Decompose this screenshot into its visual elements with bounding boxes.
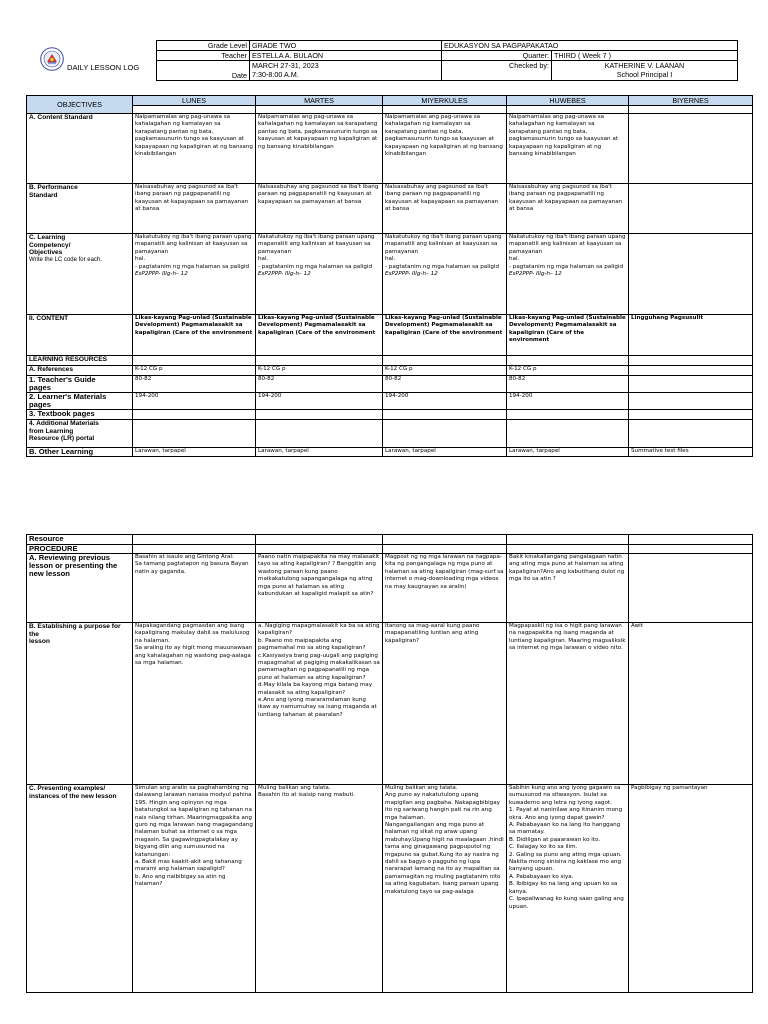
row-label-text: A. References bbox=[29, 366, 73, 373]
row-label-text: 1. Teacher's Guide pages bbox=[29, 375, 96, 392]
row-label bbox=[27, 315, 133, 356]
cell-lunes: Likas-kayang Pag-unlad (Sustainable Development) Pagmamalasakit sa kapaligiran (Care of the environment bbox=[133, 315, 256, 356]
cell-huwebes: K-12 CG p bbox=[507, 366, 629, 376]
cell-biyernes bbox=[629, 535, 753, 545]
row-label bbox=[27, 420, 133, 448]
objectives-row bbox=[27, 234, 753, 315]
cell-huwebes: Nakatutukoy ng iba't ibang paraan upang mapanatili ang kalinisan at kaayusan sa pamayanan hal. - pagtatanim ng mga halaman sa paligid EsP2PPP- IIIg-h– 12 bbox=[507, 234, 629, 315]
cell-martes: Muling balikan ang talata. Basahin ito at isaisip nang mabuti. bbox=[256, 785, 383, 993]
cell-biyernes bbox=[629, 420, 753, 448]
cell-huwebes bbox=[507, 535, 629, 545]
document-title: DAILY LESSON LOG bbox=[67, 63, 140, 72]
row-label-text: A. Content Standard bbox=[29, 114, 93, 121]
checked-by-value: KATHERINE V. LAANAN School Principal I bbox=[552, 61, 738, 81]
cell-biyernes bbox=[629, 554, 753, 623]
objectives-row bbox=[27, 114, 753, 184]
cell-biyernes: Pagbibigay ng pamantayan bbox=[629, 785, 753, 993]
cell-martes bbox=[256, 410, 383, 420]
cell-huwebes: Magpapaskil ng isa o higit pang larawan na nagpapakita ng isang maganda at luntiang kapaligiran. Maaring magsaliksik sa internet ng mga larawan o video nito. bbox=[507, 623, 629, 785]
row-label-text: C. Presenting examples/ instances of the new lesson bbox=[29, 785, 117, 800]
cell-martes: 194-200 bbox=[256, 393, 383, 410]
cell-miyerkules: Nakatutukoy ng iba't ibang paraan upang mapanatili ang kalinisan at kaayusan sa pamayanan hal. - pagtatanim ng mga halaman sa paligid EsP2PPP- IIIg-h– 12 bbox=[383, 234, 507, 315]
row-label-text: B. Other Learning bbox=[29, 447, 94, 456]
day-header-biyernes: BIYERNES bbox=[629, 96, 753, 106]
row-label-text: PROCEDURE bbox=[29, 544, 78, 553]
row-label-text: 3. Textbook pages bbox=[29, 409, 95, 418]
cell-huwebes: 80-82 bbox=[507, 376, 629, 393]
date-value: MARCH 27-31, 2023 7:30-8:00 A.M. bbox=[250, 61, 442, 81]
row-label-text: 2. Learner's Materials pages bbox=[29, 392, 107, 409]
cell-biyernes bbox=[629, 356, 753, 366]
day-header-huwebes: HUWEBES bbox=[507, 96, 629, 106]
cell-huwebes bbox=[507, 420, 629, 448]
procedure-row bbox=[27, 554, 753, 623]
cell-lunes: K-12 CG p bbox=[133, 366, 256, 376]
procedure-row bbox=[27, 623, 753, 785]
objectives-row bbox=[27, 393, 753, 410]
cell-huwebes: Larawan, tarpapel bbox=[507, 448, 629, 457]
cell-miyerkules: 194-200 bbox=[383, 393, 507, 410]
cell-martes: Naipamamalas ang pag-unawa sa kahalagahan ng kamalayan sa karapatang pantao ng bata, pagkamasunurin tungo sa kaayusan at kapayapaan ng kapaligiran at ng bansang kinabibilangan bbox=[256, 114, 383, 184]
row-label-text: C. Learning Competency/ Objectives bbox=[29, 234, 71, 257]
row-label bbox=[27, 234, 133, 315]
cell-lunes: Simulan ang aralin sa paghahambing ng dalawang larawan nanasa modyul pahina 195. Hingin ang opinyon ng mga batatungkol sa kapaligiran ng tahanan na nais nilang tirhan. Maaringmagpakita ang guro ng mga larawan nang magagandang halaman buhat sa internet o sa mga magasin. Sa gagawingpagtalakay ay bigyang diin ang sumusunod na katanungan: a. Bakit mas kaakit-akit ang tahanang marami ang halaman sapaligid? b. Ano ang naibibigay sa atin ng halaman? bbox=[133, 785, 256, 993]
row-sublabel: Write the LC code for each. bbox=[29, 256, 102, 263]
cell-martes: 80-82 bbox=[256, 376, 383, 393]
objectives-heading: OBJECTIVES bbox=[27, 96, 133, 114]
objectives-row bbox=[27, 448, 753, 457]
row-label bbox=[27, 554, 133, 623]
objectives-row bbox=[27, 366, 753, 376]
cell-miyerkules bbox=[383, 535, 507, 545]
deped-seal-logo bbox=[40, 47, 64, 71]
cell-lunes: Naisasabuhay ang pagsunod sa iba't ibang paraan ng pagpapanatili ng kaayusan at kapayapaan sa pamayanan at bansa bbox=[133, 184, 256, 234]
teacher-label: Teacher bbox=[157, 51, 250, 61]
cell-miyerkules: Magpost ng ng mga larawan na nagpapa-kita ng pangangalaga ng mga puno at halaman sa ating kapaligiran (mag-surf sa internet o mag-downloading mga videos na may kaugnayan sa aralin) bbox=[383, 554, 507, 623]
cell-huwebes bbox=[507, 545, 629, 554]
cell-huwebes bbox=[507, 410, 629, 420]
row-label bbox=[27, 356, 133, 366]
cell-martes bbox=[256, 420, 383, 448]
teacher-value: ESTELLA A. BULAON bbox=[250, 51, 442, 61]
cell-martes bbox=[256, 356, 383, 366]
cell-martes: Nakatutukoy ng iba't ibang paraan upang mapanatili ang kalinisan at kaayusan sa pamayanan hal. - pagtatanim ng mga halaman sa paligid EsP2PPP- IIIg-h– 12 bbox=[256, 234, 383, 315]
checked-by-label: Checked by: bbox=[442, 61, 552, 81]
cell-miyerkules: Muling balikan ang talata. Ang puno ay nakatutulong upang mapigilan ang pagbaha. Nakapagbibigay ito ng sariwang hangin pati na rin ang mga halaman. Nangangailangan ang mga puno at halaman ng sikat ng araw upang mabuhay.Upang higit na maalagaan ,hindi tama ang ginagawang pagpuputol ng mgapuno sa gubat.Kung ito ay nasira ng dahil sa bagyo o pagguho ng lupa nararapat lamang na ito ay mapalitan sa pamamagitan ng muling pagtatanim nito sa ating kagubatan. Isang paraan upang makatulong tayo sa pag-aalaga bbox=[383, 785, 507, 993]
cell-huwebes bbox=[507, 356, 629, 366]
cell-biyernes bbox=[629, 366, 753, 376]
cell-lunes: Larawan, tarpapel bbox=[133, 448, 256, 457]
cell-lunes bbox=[133, 545, 256, 554]
cell-biyernes: Summative test files bbox=[629, 448, 753, 457]
procedure-row bbox=[27, 535, 753, 545]
cell-biyernes bbox=[629, 234, 753, 315]
cell-martes: K-12 CG p bbox=[256, 366, 383, 376]
cell-miyerkules bbox=[383, 410, 507, 420]
cell-lunes bbox=[133, 535, 256, 545]
cell-miyerkules bbox=[383, 356, 507, 366]
cell-biyernes bbox=[629, 376, 753, 393]
row-label-text: LEARNING RESOURCES bbox=[29, 356, 108, 363]
row-label bbox=[27, 393, 133, 410]
cell-lunes: 194-200 bbox=[133, 393, 256, 410]
objectives-row bbox=[27, 420, 753, 448]
cell-biyernes: Lingguhang Pagsusulit bbox=[629, 315, 753, 356]
grade-level-value: GRADE TWO bbox=[250, 41, 442, 51]
objectives-row bbox=[27, 315, 753, 356]
cell-biyernes bbox=[629, 410, 753, 420]
cell-miyerkules: Likas-kayang Pag-unlad (Sustainable Development) Pagmamalasakit sa kapaligiran (Care of the environment bbox=[383, 315, 507, 356]
row-label-text: B. Establishing a purpose for the lesson bbox=[29, 623, 121, 646]
row-label bbox=[27, 114, 133, 184]
procedure-row bbox=[27, 545, 753, 554]
cell-miyerkules: Naisasabuhay ang pagsunod sa iba't ibang paraan ng pagpapanatili ng kaayusan at kapayapaan sa pamayanan at bansa bbox=[383, 184, 507, 234]
row-label bbox=[27, 448, 133, 457]
objectives-row bbox=[27, 376, 753, 393]
row-label bbox=[27, 410, 133, 420]
row-label bbox=[27, 376, 133, 393]
cell-miyerkules: Naipamamalas ang pag-unawa sa kahalagahan ng kamalayan sa karapatang pantao ng bata, pagkamasunurin tungo sa kaayusan at kapayapaan ng kapaligiran at ng bansang kinabibilangan bbox=[383, 114, 507, 184]
cell-huwebes: Naipamamalas ang pag-unawa sa kahalagahan ng kamalayan sa karapatang pantao ng bata, pagkamasunurin tungo sa kaayusan at kapayapaan ng kapaligiran at ng bansang kinabibilangan bbox=[507, 114, 629, 184]
day-header-martes: MARTES bbox=[256, 96, 383, 106]
cell-huwebes: Naisasabuhay ang pagsunod sa iba't ibang paraan ng pagpapanatili ng kaayusan at kapayapaan sa pamayanan at bansa bbox=[507, 184, 629, 234]
row-label bbox=[27, 785, 133, 993]
cell-lunes: 80-82 bbox=[133, 376, 256, 393]
cell-huwebes: Sabihin kung ano ang iyong gagawin sa sumusunod na sitwasyon. Isulat sa kuwaderno ang letra ng iyong sagot. 1. Payat at naninilaw ang itinanim mong okra. Ano ang iyong dapat gawin? A. Pababayaan ko na lang ito hanggang sa mamatay. B. Didiligan at paaarawan ko ito. C. Ilalagay ko ito sa ilim. 2. Galing sa puno ang ating mga upuan. Nakita mong sinisira ng kaklase mo ang kanyang upuan. A. Pababayaan ko siya. B. Ibibigay ko na lang ang upuan ko sa kanya. C. Ipapaliwanag ko kung saan galing ang upuan. bbox=[507, 785, 629, 993]
cell-miyerkules: Larawan, tarpapel bbox=[383, 448, 507, 457]
objectives-row bbox=[27, 184, 753, 234]
cell-lunes: Basahin at isaulo ang Gintong Aral: Sa tamang pagtatapon ng basura Bayan natin ay gaganda. bbox=[133, 554, 256, 623]
cell-lunes bbox=[133, 410, 256, 420]
procedure-row bbox=[27, 785, 753, 993]
cell-miyerkules: 80-82 bbox=[383, 376, 507, 393]
cell-biyernes bbox=[629, 393, 753, 410]
cell-martes: Larawan, tarpapel bbox=[256, 448, 383, 457]
objectives-row bbox=[27, 410, 753, 420]
cell-martes: a. Nagiging mapagmalasakit ka ba sa ating kapaligiran? b. Paano mo maipapakita ang pagmamahal mo sa ating kapaligiran? c.Kasiyasiya bang pag-uugali ang pagiging mapagmahal at pagiging makakalikasan sa pamamagitan ng pagpapanatili ng mga puno at halaman sa ating kapaligiran? d.May kilala ba kayong mga batang may malasakit sa ating kapaligiran? e.Ano ang iyong mararamdaman kung ikaw ay namumuhay sa isang maganda at luntiang tahanan at paaralan? bbox=[256, 623, 383, 785]
cell-miyerkules: K-12 CG p bbox=[383, 366, 507, 376]
cell-lunes bbox=[133, 356, 256, 366]
row-label-text: Resource bbox=[29, 534, 64, 543]
subject-title: EDUKASYON SA PAGPAPAKATAO bbox=[442, 41, 738, 51]
row-label-text: 4. Additional Materials from Learning Resource (LR) portal bbox=[29, 420, 99, 443]
cell-miyerkules bbox=[383, 545, 507, 554]
cell-lunes: Napakagandang pagmasdan ang isang kapaligirang makulay dahil sa malulusog na halaman. Sa araling ito ay higit mong mauunawaan ang kahalagahan ng wastong pag-aalaga sa mga halaman. bbox=[133, 623, 256, 785]
cell-lunes bbox=[133, 420, 256, 448]
cell-martes: Paano natin maipapakita na may malasakit tayo sa ating kapaligiran? ? Banggitin ang wastong paraan kung paano maikakatulong sapangangalaga ng ating mga puno at halaman sa ating kabundukan at kapaligid malapit sa atin? bbox=[256, 554, 383, 623]
cell-miyerkules bbox=[383, 420, 507, 448]
row-label bbox=[27, 366, 133, 376]
cell-huwebes: Likas-kayang Pag-unlad (Sustainable Development) Pagmamalasakit sa kapaligiran (Care of the environment bbox=[507, 315, 629, 356]
date-label: Date bbox=[157, 61, 250, 81]
cell-huwebes: 194-200 bbox=[507, 393, 629, 410]
grade-level-label: Grade Level bbox=[157, 41, 250, 51]
cell-martes bbox=[256, 545, 383, 554]
objectives-row bbox=[27, 356, 753, 366]
quarter-label: Quarter: bbox=[442, 51, 552, 61]
objectives-table bbox=[26, 95, 753, 457]
cell-biyernes bbox=[629, 545, 753, 554]
day-header-miyerkules: MIYERKULES bbox=[383, 96, 507, 106]
cell-biyernes bbox=[629, 184, 753, 234]
procedure-table bbox=[26, 534, 753, 993]
header-table bbox=[156, 40, 738, 81]
cell-lunes: Nakatutukoy ng iba't ibang paraan upang mapanatili ang kalinisan at kaayusan sa pamayanan hal. - pagtatanim ng mga halaman sa paligid EsP2PPP- IIIg-h– 12 bbox=[133, 234, 256, 315]
cell-martes: Likas-kayang Pag-unlad (Sustainable Development) Pagmamalasakit sa kapaligiran (Care of the environment bbox=[256, 315, 383, 356]
row-label-text: B. Performance Standard bbox=[29, 184, 78, 199]
cell-martes: Naisasabuhay ang pagsunod sa iba't ibang paraan ng pagpapanatili ng kaayusan at kapayapaan sa pamayanan at bansa bbox=[256, 184, 383, 234]
cell-lunes: Naipamamalas ang pag-unawa sa kahalagahan ng kamalayan sa karapatang pantao ng bata, pagkamasunurin tungo sa kaayusan at kapayapaan ng kapaligiran at ng bansang kinabibilangan bbox=[133, 114, 256, 184]
row-label bbox=[27, 623, 133, 785]
cell-huwebes: Bakit kinakailangang pangalagaan natin ang ating mga puno at halaman sa ating kapaligiran?Ano ang kabutihang dulot ng mga ito sa atin ? bbox=[507, 554, 629, 623]
row-label bbox=[27, 535, 133, 545]
row-label-text: A. Reviewing previous lesson or presenting the new lesson bbox=[29, 553, 118, 578]
quarter-value: THIRD ( Week 7 ) bbox=[552, 51, 738, 61]
cell-martes bbox=[256, 535, 383, 545]
row-label-text: II. CONTENT bbox=[29, 315, 69, 322]
row-label bbox=[27, 545, 133, 554]
cell-biyernes: Awit bbox=[629, 623, 753, 785]
day-header-lunes: LUNES bbox=[133, 96, 256, 106]
row-label bbox=[27, 184, 133, 234]
cell-biyernes bbox=[629, 114, 753, 184]
cell-miyerkules: Itanong sa mag-aaral kung paano mapapanatiling luntian ang ating kapaligiran? bbox=[383, 623, 507, 785]
